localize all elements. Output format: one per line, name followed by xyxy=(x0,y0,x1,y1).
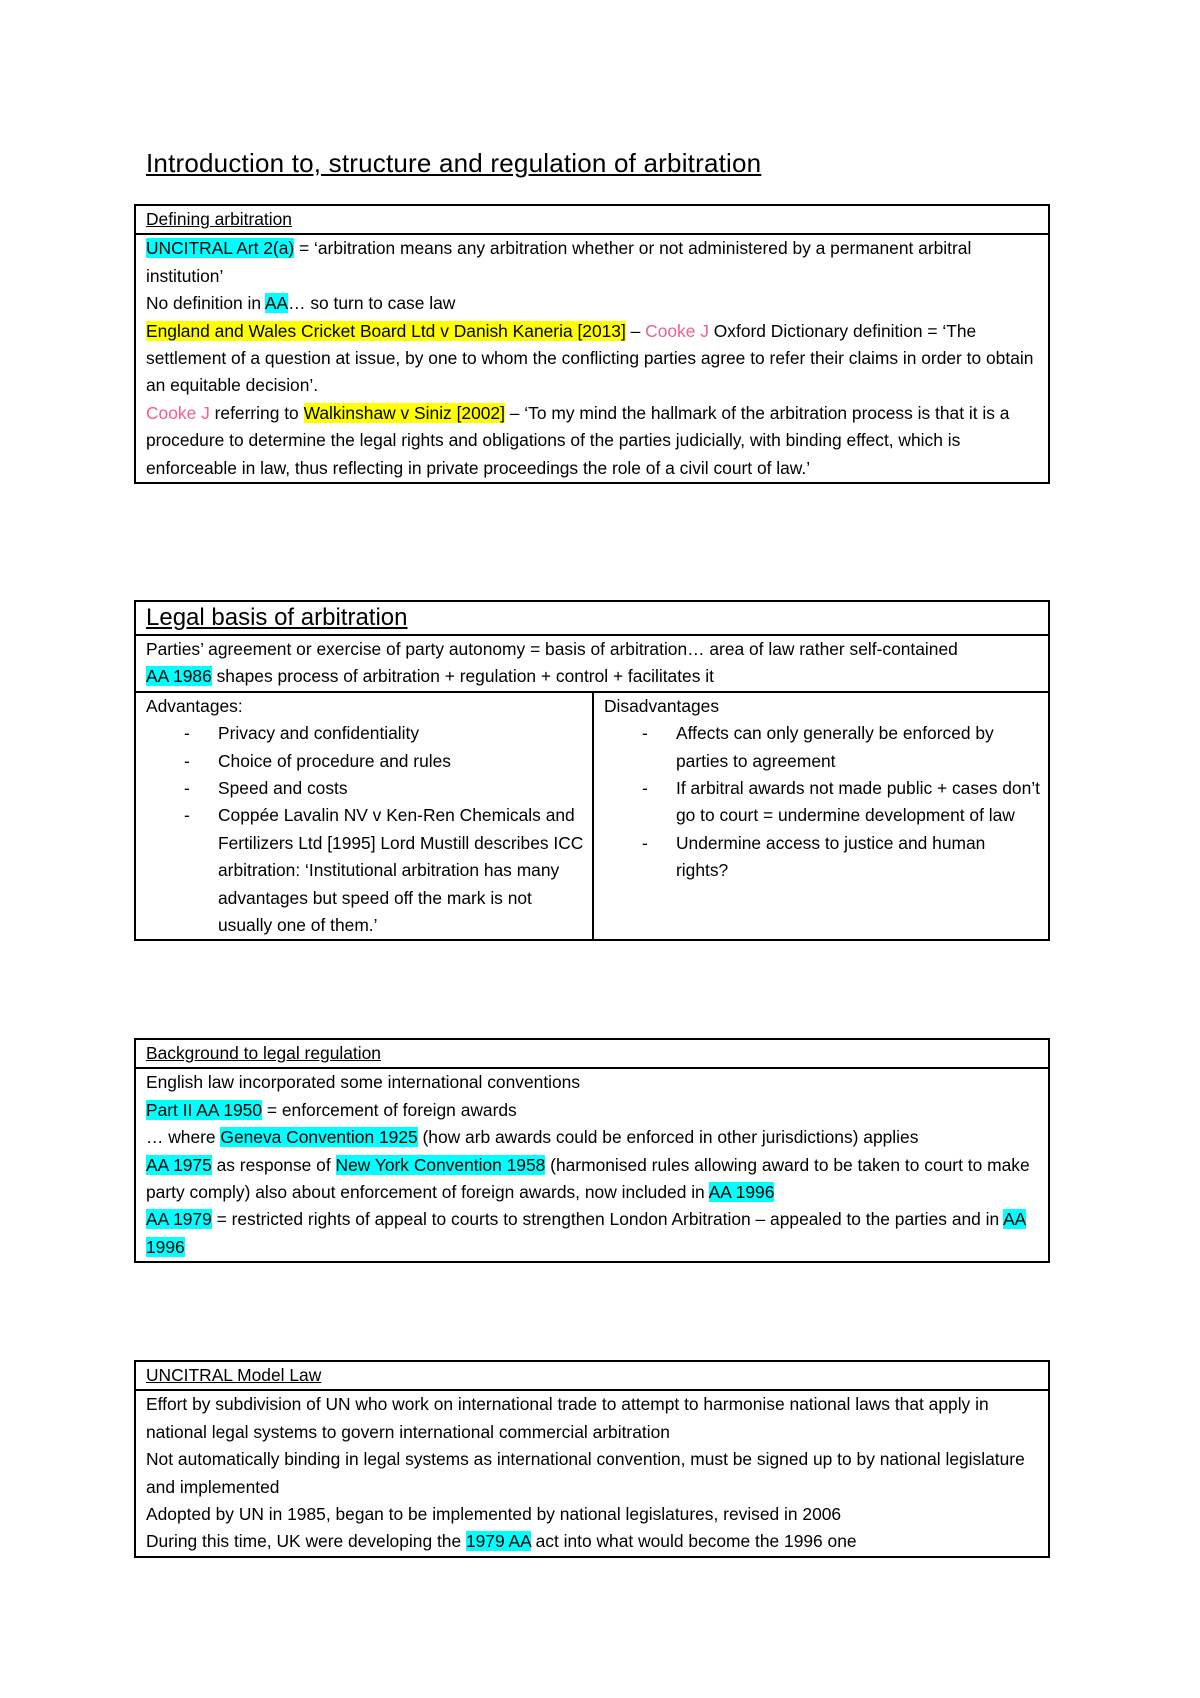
part-ii-note xyxy=(146,1097,1038,1124)
aa-1996-ref: AA 1996 xyxy=(146,1209,1027,1257)
advantage-text: Coppée Lavalin NV v Ken-Ren Chemicals and Fertilizers Ltd [1995] Lord Mustill describes ICC arbitration: ‘Institutional arbitration has many advantages but speed off the mark is not usually one of them.’ xyxy=(218,805,584,936)
uncitral-model-law-heading: UNCITRAL Model Law xyxy=(136,1362,1048,1391)
geneva-note xyxy=(146,1124,1038,1151)
judge-name: Cooke J xyxy=(146,402,210,423)
disadvantage-text: Undermine access to justice and human rights? xyxy=(676,832,986,881)
party-autonomy-note: Parties’ agreement or exercise of party autonomy = basis of arbitration… area of law rather self-contained xyxy=(146,639,958,659)
judge-name: Cooke J xyxy=(645,320,709,341)
aa-1975-text: (harmonised rules allowing award to be taken to court to make party comply) also about enforcement of foreign awards, now included in xyxy=(146,1154,1030,1203)
aa-1979-ref: 1979 AA xyxy=(465,1531,531,1552)
defining-arbitration-body xyxy=(136,235,1048,482)
list-item: - Affects can only generally be enforced by parties to agreement xyxy=(642,723,994,771)
list-item: - If arbitral awards not made public + cases don’t go to court = undermine development of law xyxy=(642,778,1040,826)
model-law-adopted: Adopted by UN in 1985, began to be implemented by national legislatures, revised in 2006 xyxy=(146,1504,842,1525)
aa-1986-note xyxy=(146,663,1038,690)
aa-1979-ref: AA 1979 xyxy=(146,1209,212,1230)
walkinshaw-mid: referring to xyxy=(209,402,304,423)
legal-basis-body xyxy=(136,636,1048,691)
advantages-list xyxy=(146,720,584,939)
pros-cons-table xyxy=(136,691,1048,940)
geneva-pre: … where xyxy=(146,1127,221,1148)
advantage-text: Speed and costs xyxy=(218,778,348,799)
uncitral-definition-text: = ‘arbitration means any arbitration whether or not administered by a permanent arbitral institution’ xyxy=(146,238,972,286)
model-law-uk-note xyxy=(146,1528,1038,1555)
list-item: - Choice of procedure and rules xyxy=(184,750,451,771)
aa-1979-note xyxy=(146,1206,1038,1261)
uncitral-model-law-box xyxy=(134,1360,1050,1558)
defining-arbitration-heading: Defining arbitration xyxy=(136,206,1048,235)
list-item: - Privacy and confidentiality xyxy=(184,723,420,744)
part-ii-text: = enforcement of foreign awards xyxy=(262,1099,517,1120)
uncitral-model-law-body xyxy=(136,1391,1048,1555)
model-law-effort: Effort by subdivision of UN who work on international trade to attempt to harmonise national laws that apply in national legal systems to govern international commercial arbitration xyxy=(146,1394,989,1442)
no-definition-note xyxy=(146,290,1038,317)
uk-note-pre: During this time, UK were developing the xyxy=(146,1531,466,1552)
disadvantages-label: Disadvantages xyxy=(604,695,720,716)
aa-ref: AA xyxy=(264,293,289,314)
aa-1986-ref: AA 1986 xyxy=(146,666,212,687)
disadvantages-column xyxy=(592,693,1048,940)
defining-arbitration-box xyxy=(134,204,1050,484)
background-regulation-box xyxy=(134,1038,1050,1263)
ecb-case-ref: England and Wales Cricket Board Ltd v Danish Kaneria [2013] xyxy=(146,320,626,341)
aa-1986-text: shapes process of arbitration + regulation + control + facilitates it xyxy=(211,666,714,687)
disadvantage-text: Affects can only generally be enforced by parties to agreement xyxy=(676,723,994,771)
page-title: Introduction to, structure and regulation of arbitration xyxy=(146,148,762,178)
advantage-text: Privacy and confidentiality xyxy=(218,723,420,744)
advantages-column xyxy=(136,693,592,940)
list-item: - Speed and costs xyxy=(184,778,348,799)
geneva-convention-ref: Geneva Convention 1925 xyxy=(220,1127,418,1148)
new-york-convention-ref: New York Convention 1958 xyxy=(335,1154,546,1175)
ecb-case-text: Oxford Dictionary definition = ‘The settlement of a question at issue, by one to whom the conflicting parties agree to refer their claims in order to obtain an equitable decision’. xyxy=(146,320,1034,396)
advantage-text: Choice of procedure and rules xyxy=(218,750,451,771)
advantages-label: Advantages: xyxy=(146,695,243,716)
legal-basis-box xyxy=(134,600,1050,941)
uncitral-definition xyxy=(146,235,1038,290)
list-item: - Undermine access to justice and human rights? xyxy=(642,832,986,881)
disadvantage-text: If arbitral awards not made public + cases don’t go to court = undermine development of law xyxy=(676,778,1040,826)
ecb-case-note xyxy=(146,318,1038,400)
walkinshaw-text: – ‘To my mind the hallmark of the arbitration process is that it is a procedure to determine the legal rights and obligations of the parties judicially, with binding effect, which is enforceable in law, thus reflecting in private proceedings the role of a civil court of law.’ xyxy=(146,402,1010,478)
aa-1996-ref: AA 1996 xyxy=(708,1182,775,1203)
model-law-binding: Not automatically binding in legal systems as international convention, must be signed up to by national legislature and implemented xyxy=(146,1449,1025,1497)
no-definition-pre: No definition in xyxy=(146,293,265,314)
walkinshaw-note xyxy=(146,400,1038,482)
background-regulation-body xyxy=(136,1069,1048,1261)
disadvantages-list xyxy=(604,720,1040,884)
aa-1979-text: = restricted rights of appeal to courts to strengthen London Arbitration – appealed to the parties and in xyxy=(211,1209,1004,1230)
walkinshaw-case-ref: Walkinshaw v Siniz [2002] xyxy=(303,402,505,423)
background-regulation-heading: Background to legal regulation xyxy=(136,1040,1048,1069)
list-item: - Coppée Lavalin NV v Ken-Ren Chemicals and Fertilizers Ltd [1995] Lord Mustill describes ICC arbitration: ‘Institutional arbitration has many advantages but speed off the mark is not usually one of them.’ xyxy=(184,805,584,936)
conventions-note: English law incorporated some international conventions xyxy=(146,1072,581,1093)
part-ii-aa-1950-ref: Part II AA 1950 xyxy=(146,1099,263,1120)
uk-note-post: act into what would become the 1996 one xyxy=(530,1531,857,1552)
uncitral-art-2a-ref: UNCITRAL Art 2(a) xyxy=(146,238,295,259)
no-definition-post: … so turn to case law xyxy=(288,293,456,314)
legal-basis-heading: Legal basis of arbitration xyxy=(136,602,1048,636)
ecb-dash: – xyxy=(625,320,646,341)
aa-1975-note xyxy=(146,1152,1038,1207)
geneva-text: (how arb awards could be enforced in other jurisdictions) applies xyxy=(417,1127,919,1148)
aa-1975-ref: AA 1975 xyxy=(146,1154,212,1175)
aa-1975-mid: as response of xyxy=(211,1154,336,1175)
